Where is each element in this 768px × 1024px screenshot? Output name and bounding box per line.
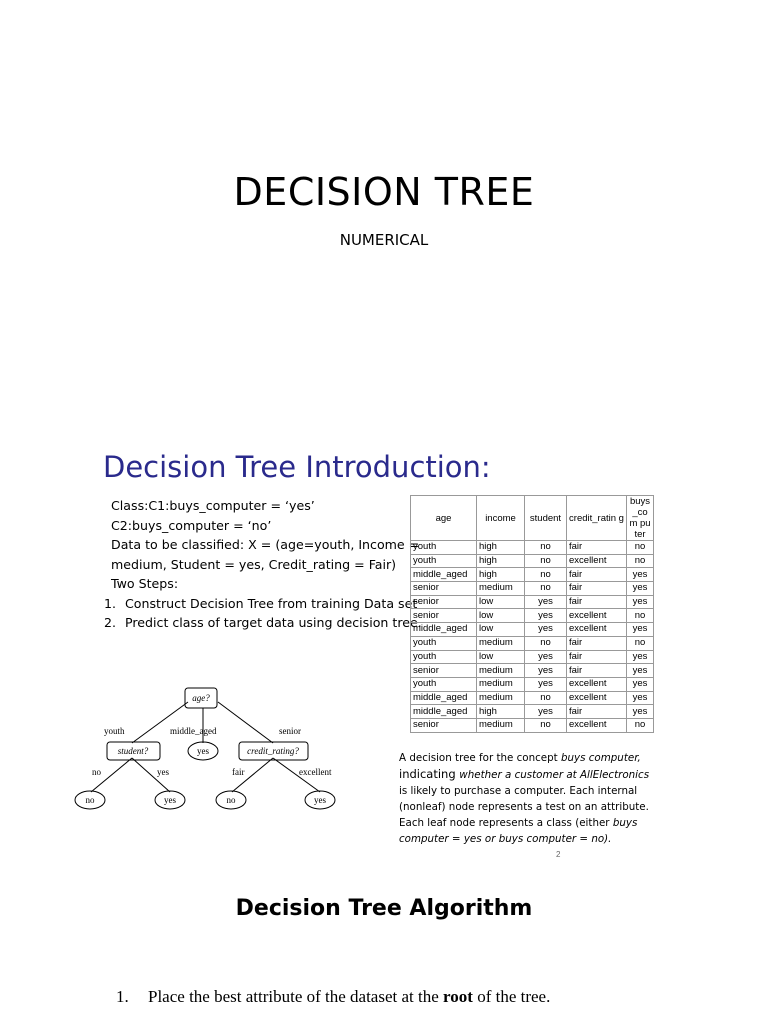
branch-fair-label: fair [232, 767, 245, 777]
algorithm-step-one: 1. Place the best attribute of the dataset at the root of the tree. [116, 987, 551, 1006]
edge-senior [218, 702, 273, 743]
document-title: DECISION TREE [233, 170, 535, 214]
table-cell: fair [567, 568, 627, 582]
table-row [411, 541, 654, 555]
step-item: 1. Construct Decision Tree from training Data set [104, 595, 418, 611]
table-cell: fair [567, 650, 627, 664]
edge-youth [132, 702, 188, 743]
section-heading: Decision Tree Introduction: [103, 450, 491, 484]
table-row [411, 691, 654, 705]
table-cell: yes [627, 677, 654, 691]
table-cell: no [525, 582, 567, 596]
table-cell: no [627, 636, 654, 650]
table-cell: no [627, 609, 654, 623]
table-cell: senior [411, 609, 477, 623]
table-cell: high [477, 541, 525, 555]
table-cell: middle_aged [411, 568, 477, 582]
table-cell: middle_aged [411, 705, 477, 719]
table-cell: fair [567, 541, 627, 555]
steps-list [104, 594, 422, 633]
table-cell: no [627, 541, 654, 555]
table-cell: excellent [567, 554, 627, 568]
table-body [411, 541, 654, 733]
table-row [411, 636, 654, 650]
table-cell: yes [627, 582, 654, 596]
leaf-yes-1-label: yes [164, 795, 176, 805]
leaf-no-2-label: no [226, 795, 236, 805]
middle-yes-label: yes [197, 746, 209, 756]
table-cell: youth [411, 677, 477, 691]
table-cell: yes [525, 595, 567, 609]
table-cell: low [477, 609, 525, 623]
decision-tree-diagram [70, 684, 360, 819]
table-cell: youth [411, 636, 477, 650]
table-cell: yes [627, 664, 654, 678]
table-cell: yes [525, 609, 567, 623]
header-student: student [525, 496, 567, 541]
table-cell: no [525, 636, 567, 650]
table-cell: yes [627, 650, 654, 664]
table-row [411, 650, 654, 664]
table-cell: medium [477, 677, 525, 691]
table-cell: yes [525, 650, 567, 664]
table-cell: fair [567, 705, 627, 719]
table-cell: fair [567, 664, 627, 678]
table-cell: no [525, 568, 567, 582]
table-cell: excellent [567, 609, 627, 623]
data-to-classify-line: Data to be classified: X = (age=youth, Income = [111, 537, 420, 552]
table-cell: yes [627, 705, 654, 719]
page-number: 2 [556, 850, 561, 859]
data-to-classify-cont-line: medium, Student = yes, Credit_rating = Fair) [111, 556, 397, 572]
table-cell: youth [411, 541, 477, 555]
table-row [411, 609, 654, 623]
table-cell: no [525, 691, 567, 705]
table-cell: senior [411, 595, 477, 609]
leaf-no-1-label: no [85, 795, 95, 805]
header-credit-rating: credit_ratin g [567, 496, 627, 541]
table-cell: excellent [567, 677, 627, 691]
table-cell: medium [477, 664, 525, 678]
table-row [411, 705, 654, 719]
table-cell: yes [627, 568, 654, 582]
credit-rating-label: credit_rating? [247, 746, 299, 756]
table-cell: fair [567, 595, 627, 609]
branch-middle-label: middle_aged [170, 726, 217, 736]
root-label: age? [192, 693, 210, 703]
table-cell: no [627, 718, 654, 732]
branch-youth-label: youth [104, 726, 125, 736]
table-row [411, 595, 654, 609]
header-buys-computer: buys _com puter [627, 496, 654, 541]
table-header-row [411, 496, 654, 541]
table-cell: excellent [567, 718, 627, 732]
branch-senior-label: senior [279, 726, 301, 736]
table-cell: yes [525, 677, 567, 691]
table-cell: yes [627, 623, 654, 637]
leaf-yes-2-label: yes [314, 795, 326, 805]
table-cell: fair [567, 636, 627, 650]
table-cell: medium [477, 691, 525, 705]
class-c1-line: Class:C1:buys_computer = ‘yes’ [111, 498, 315, 513]
table-cell: youth [411, 650, 477, 664]
table-cell: senior [411, 664, 477, 678]
table-cell: middle_aged [411, 691, 477, 705]
table-cell: no [525, 718, 567, 732]
table-row [411, 718, 654, 732]
algorithm-heading: Decision Tree Algorithm [235, 896, 533, 921]
tree-caption: A decision tree for the concept buys computer, indicating whether a customer at AllElectronics is likely to purchase a computer. Each internal (nonleaf) node represents a test on an attribute. Each leaf node represents a class (either buys computer = yes or buys computer = no). [399, 752, 650, 845]
table-cell: high [477, 554, 525, 568]
header-age: age [411, 496, 477, 541]
table-cell: no [627, 554, 654, 568]
table-row [411, 568, 654, 582]
table-cell: middle_aged [411, 623, 477, 637]
table-cell: high [477, 568, 525, 582]
step-item: 2. Predict class of target data using decision tree. [104, 615, 422, 630]
table-cell: yes [525, 623, 567, 637]
table-cell: no [525, 554, 567, 568]
table-cell: yes [525, 664, 567, 678]
table-cell: medium [477, 636, 525, 650]
table-cell: senior [411, 718, 477, 732]
table-row [411, 554, 654, 568]
table-cell: excellent [567, 691, 627, 705]
table-cell: youth [411, 554, 477, 568]
table-cell: yes [627, 691, 654, 705]
branch-no-label: no [92, 767, 101, 777]
table-cell: medium [477, 582, 525, 596]
table-row [411, 664, 654, 678]
table-cell: yes [525, 705, 567, 719]
table-row [411, 623, 654, 637]
branch-excellent-label: excellent [299, 767, 332, 777]
class-c2-line: C2:buys_computer = ‘no’ [111, 517, 272, 533]
student-label: student? [117, 746, 149, 756]
branch-yes-label: yes [157, 767, 169, 777]
table-cell: yes [627, 595, 654, 609]
table-row [411, 677, 654, 691]
document-subtitle: NUMERICAL [339, 231, 429, 249]
table-cell: low [477, 595, 525, 609]
training-data-table [410, 495, 654, 733]
table-cell: high [477, 705, 525, 719]
table-cell: low [477, 623, 525, 637]
table-cell: excellent [567, 623, 627, 637]
table-cell: low [477, 650, 525, 664]
table-row [411, 582, 654, 596]
table-cell: fair [567, 582, 627, 596]
two-steps-line: Two Steps: [111, 576, 179, 591]
table-cell: medium [477, 718, 525, 732]
table-cell: senior [411, 582, 477, 596]
intro-text-block [104, 496, 422, 633]
table-cell: no [525, 541, 567, 555]
header-income: income [477, 496, 525, 541]
